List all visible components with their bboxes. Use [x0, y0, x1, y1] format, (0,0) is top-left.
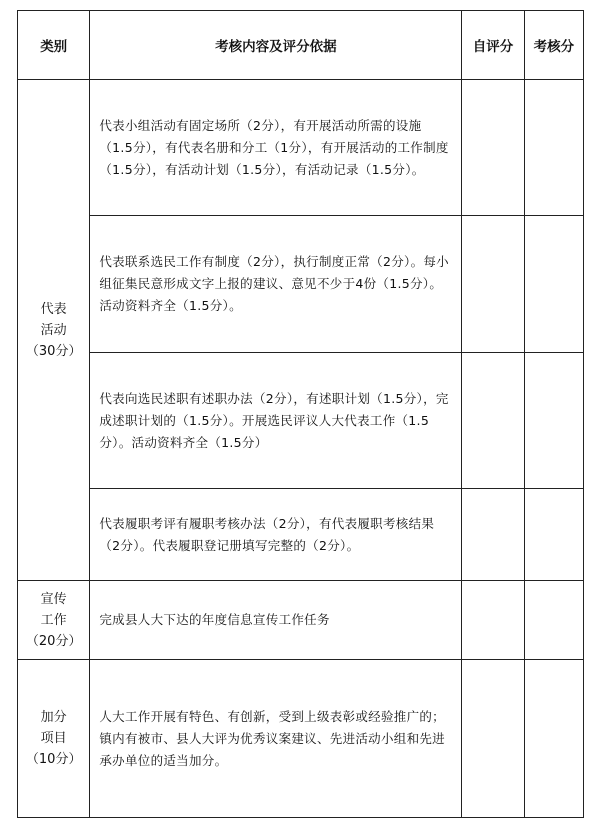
- assess-score-cell[interactable]: [524, 216, 583, 353]
- criteria-text: 完成县人大下达的年度信息宣传工作任务: [90, 581, 462, 660]
- category-cell-activities: [18, 80, 90, 581]
- criteria-text: 人大工作开展有特色、有创新，受到上级表彰或经验推广的；镇内有被市、县人大评为优秀议案建议、先进活动小组和先进承办单位的适当加分。: [90, 660, 462, 818]
- assess-score-cell[interactable]: [524, 660, 583, 818]
- category-line: 项目: [40, 731, 67, 746]
- header-self-score: 自评分: [462, 11, 524, 80]
- header-content: 考核内容及评分依据: [90, 11, 462, 80]
- self-score-cell[interactable]: [462, 80, 524, 216]
- category-line: 宣传: [40, 591, 67, 607]
- table-row: [18, 216, 584, 353]
- assess-score-cell[interactable]: [524, 80, 583, 216]
- criteria-text: 代表小组活动有固定场所（2分），有开展活动所需的设施（1.5分），有代表名册和分工（1分），有开展活动的工作制度（1.5分），有活动计划（1.5分），有活动记录（1.5分）。: [90, 80, 462, 216]
- self-score-cell[interactable]: [462, 581, 524, 660]
- category-line: （10分）: [25, 752, 82, 767]
- table-row: [18, 489, 584, 581]
- self-score-cell[interactable]: [462, 216, 524, 353]
- category-line: （30分）: [25, 343, 82, 359]
- self-score-cell[interactable]: [462, 660, 524, 818]
- criteria-text: 代表联系选民工作有制度（2分），执行制度正常（2分）。每小组征集民意形成文字上报的建议、意见不少于4份（1.5分）。活动资料齐全（1.5分）。: [90, 216, 462, 353]
- header-assess-score: 考核分: [524, 11, 583, 80]
- header-row: [18, 11, 584, 80]
- criteria-text: 代表履职考评有履职考核办法（2分），有代表履职考核结果（2分）。代表履职登记册填写完整的（2分）。: [90, 489, 462, 581]
- category-line: 代表: [40, 301, 67, 317]
- assess-score-cell[interactable]: [524, 489, 583, 581]
- header-category: 类别: [18, 11, 90, 80]
- assessment-table: [17, 10, 584, 818]
- table-row: [18, 660, 584, 818]
- category-line: 工作: [40, 612, 67, 628]
- category-line: 活动: [40, 322, 67, 338]
- assess-score-cell[interactable]: [524, 581, 583, 660]
- table-row: [18, 353, 584, 489]
- category-cell-bonus: [18, 660, 90, 818]
- criteria-text: 代表向选民述职有述职办法（2分），有述职计划（1.5分），完成述职计划的（1.5分）。开展选民评议人大代表工作（1.5分）。活动资料齐全（1.5分）: [90, 353, 462, 489]
- category-cell-publicity: [18, 581, 90, 660]
- category-line: （20分）: [25, 633, 82, 649]
- table-row: [18, 80, 584, 216]
- self-score-cell[interactable]: [462, 489, 524, 581]
- category-line: 加分: [40, 710, 67, 725]
- table-row: [18, 581, 584, 660]
- self-score-cell[interactable]: [462, 353, 524, 489]
- assess-score-cell[interactable]: [524, 353, 583, 489]
